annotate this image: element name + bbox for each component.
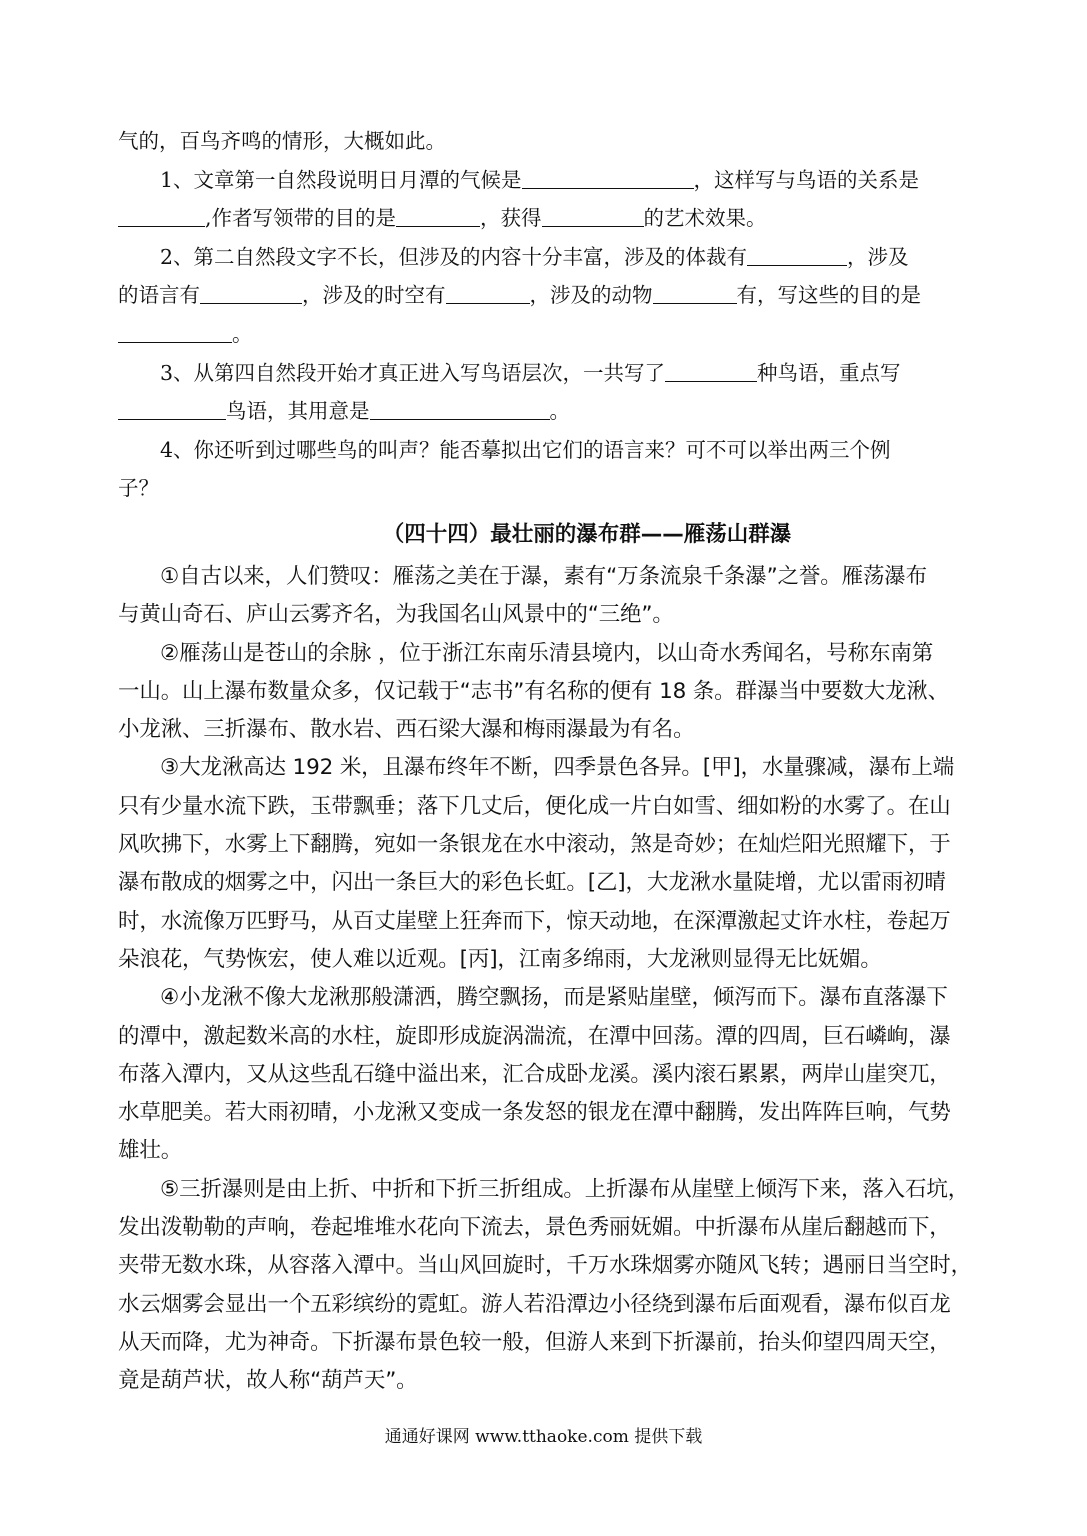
question-2 — [118, 238, 970, 277]
question-text: 。 — [232, 321, 253, 346]
question-text: ，获得 — [480, 206, 542, 231]
question-1 — [118, 161, 970, 200]
article-title: （四十四）最壮丽的瀑布群——雁荡山群瀑 — [382, 521, 792, 547]
answer-blank[interactable] — [118, 397, 226, 420]
text-line: 布落入潭内，又从这些乱石缝中溢出来，汇合成卧龙溪。溪内滚石累累，两岸山崖突兀， — [118, 1061, 951, 1087]
answer-blank[interactable] — [665, 359, 757, 382]
question-2-cont — [118, 315, 970, 354]
text-line: 小龙湫、三折瀑布、散水岩、西石梁大瀑和梅雨瀑最为有名。 — [118, 717, 695, 743]
answer-blank[interactable] — [446, 281, 530, 304]
question-1-cont — [118, 199, 970, 238]
answer-blank[interactable] — [118, 204, 205, 227]
text-line: 时，水流像万匹野马，从百丈崖壁上狂奔而下，惊天动地，在深潭激起丈许水柱，卷起万 — [118, 908, 951, 934]
answer-blank[interactable] — [522, 166, 694, 189]
text-line: ⑤三折瀑则是由上折、中折和下折三折组成。上折瀑布从崖壁上倾泻下来，落入石坑， — [160, 1176, 970, 1202]
text-line: 夹带无数水珠，从容落入潭中。当山风回旋时，千万水珠烟雾亦随风飞转；遇丽日当空时， — [118, 1253, 973, 1279]
text-line: 竟是葫芦状，故人称“葫芦天”。 — [118, 1368, 418, 1394]
text-line: 的潭中，激起数米高的水柱，旋即形成旋涡湍流，在潭中回荡。潭的四周，巨石嶙峋，瀑 — [118, 1023, 951, 1049]
text-line: 发出泼勒勒的声响，卷起堆堆水花向下流去，景色秀丽妩媚。中折瀑布从崖后翻越而下， — [118, 1214, 951, 1240]
question-text: ，这样写与鸟语的关系是 — [693, 167, 920, 192]
answer-blank[interactable] — [200, 281, 302, 304]
question-text: 。 — [549, 399, 570, 424]
text-line: 从天而降，尤为神奇。下折瀑布景色较一般，但游人来到下折瀑前，抬头仰望四周天空， — [118, 1329, 951, 1355]
text-line: ③大龙湫高达 192 米，且瀑布终年不断，四季景色各异。[甲]，水量骤减，瀑布上端 — [160, 755, 955, 781]
question-text: 1、文章第一自然段说明日月潭的气候是 — [160, 167, 522, 192]
question-text: ，涉及 — [847, 244, 909, 269]
question-text: 的艺术效果。 — [643, 206, 767, 231]
question-4-cont: 子？ — [118, 476, 159, 501]
text-line: 水草肥美。若大雨初晴，小龙湫又变成一条发怒的银龙在潭中翻腾，发出阵阵巨响，气势 — [118, 1100, 951, 1126]
text-line: 风吹拂下，水雾上下翻腾，宛如一条银龙在水中滚动，煞是奇妙；在灿烂阳光照耀下，于 — [118, 832, 951, 858]
text-line: 瀑布散成的烟雾之中，闪出一条巨大的彩色长虹。[乙]，大龙湫水量陡增，尤以雷雨初晴 — [118, 870, 946, 896]
answer-blank[interactable] — [653, 281, 737, 304]
page-footer: 通通好课网 www.tthaoke.com 提供下载 — [384, 1427, 703, 1447]
paragraph-3 — [118, 749, 970, 979]
paragraph-5 — [118, 1171, 973, 1401]
text-line: 水云烟雾会显出一个五彩缤纷的霓虹。游人若沿潭边小径绕到瀑布后面观看，瀑布似百龙 — [118, 1291, 951, 1317]
question-text: ,作者写领带的目的是 — [205, 206, 397, 231]
question-text: ，涉及的动物 — [529, 283, 653, 308]
text-line: 雄壮。 — [118, 1138, 183, 1164]
question-text: 种鸟语，重点写 — [757, 360, 901, 385]
text-line: 只有少量水流下跌，玉带飘垂；落下几丈后，便化成一片白如雪、细如粉的水雾了。在山 — [118, 793, 951, 819]
question-3 — [118, 354, 970, 393]
question-4: 4、你还听到过哪些鸟的叫声？能否摹拟出它们的语言来？可不可以举出两三个例 — [160, 437, 891, 462]
question-3-cont — [118, 392, 970, 431]
text-line: 朵浪花，气势恢宏，使人难以近观。[丙]，江南多绵雨，大龙湫则显得无比妩媚。 — [118, 946, 882, 972]
question-text: 2、第二自然段文字不长，但涉及的内容十分丰富，涉及的体裁有 — [160, 244, 748, 269]
question-text: 3、从第四自然段开始才真正进入写鸟语层次，一共写了 — [160, 360, 666, 385]
document-body — [118, 122, 973, 1400]
question-text: 的语言有 — [118, 283, 200, 308]
text-line: 与黄山奇石、庐山云雾齐名，为我国名山风景中的“三绝”。 — [118, 602, 674, 628]
answer-blank[interactable] — [370, 397, 550, 420]
text-line: 一山。山上瀑布数量众多，仅记载于“志书”有名称的便有 18 条。群瀑当中要数大龙湫、 — [118, 678, 950, 704]
question-2-cont — [118, 276, 970, 315]
text-line: 气的，百鸟齐鸣的情形，大概如此。 — [118, 129, 446, 153]
text-line: ①自古以来，人们赞叹：雁荡之美在于瀑，素有“万条流泉千条瀑”之誉。雁荡瀑布 — [160, 563, 928, 589]
answer-blank[interactable] — [118, 320, 232, 343]
question-text: ，涉及的时空有 — [302, 283, 446, 308]
paragraph-1 — [118, 558, 970, 635]
question-text: 鸟语，其用意是 — [226, 399, 370, 424]
paragraph-2 — [118, 635, 970, 750]
answer-blank[interactable] — [542, 204, 644, 227]
question-text: 有，写这些的目的是 — [736, 283, 921, 308]
answer-blank[interactable] — [396, 204, 480, 227]
text-line: ②雁荡山是苍山的余脉 ，位于浙江东南乐清县境内，以山奇水秀闻名，号称东南第 — [160, 640, 934, 666]
text-line: ④小龙湫不像大龙湫那般潇洒，腾空飘扬，而是紧贴崖壁，倾泻而下。瀑布直落瀑下 — [160, 985, 948, 1011]
paragraph-4 — [118, 979, 970, 1170]
answer-blank[interactable] — [747, 243, 847, 266]
